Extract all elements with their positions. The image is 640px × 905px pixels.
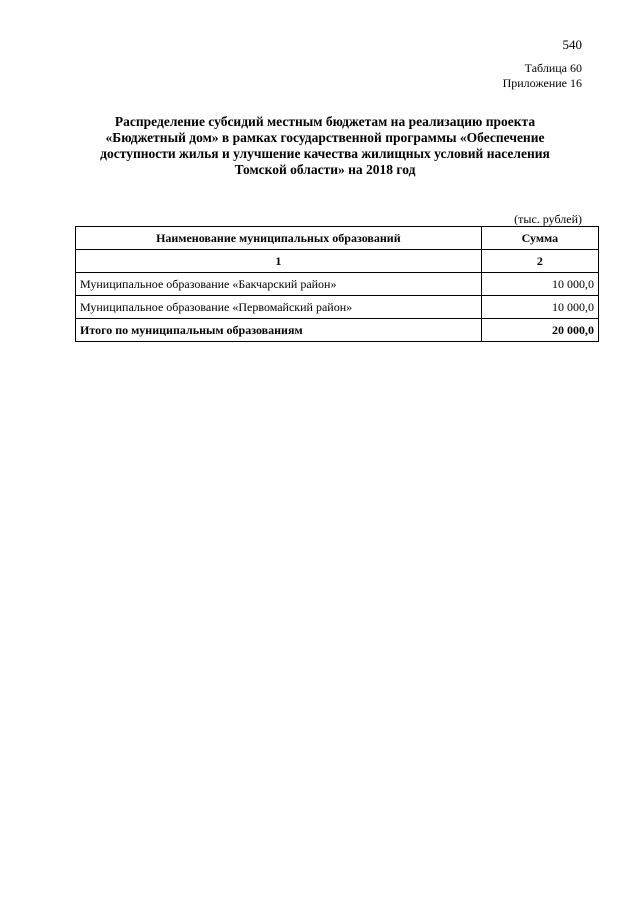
municipality-name: Муниципальное образование «Бакчарский район»: [76, 273, 482, 296]
column-number-row: [76, 250, 599, 273]
header-sum: Сумма: [481, 227, 598, 250]
title-line: доступности жилья и улучшение качества жилищных условий населения: [100, 146, 550, 161]
municipality-name: Муниципальное образование «Первомайский район»: [76, 296, 482, 319]
header-row: [76, 227, 599, 250]
total-label: Итого по муниципальным образованиям: [76, 319, 482, 342]
page-number: 540: [562, 37, 582, 52]
total-amount: 20 000,0: [481, 319, 598, 342]
table-row: [76, 296, 599, 319]
total-row: [76, 319, 599, 342]
table-label: Таблица 60: [524, 61, 582, 75]
subsidy-amount: 10 000,0: [481, 273, 598, 296]
title-line: Распределение субсидий местным бюджетам на реализацию проекта: [114, 114, 536, 129]
units-label: (тыс. рублей): [514, 212, 582, 226]
header-name: Наименование муниципальных образований: [76, 227, 482, 250]
appendix-label: Приложение 16: [502, 76, 582, 90]
document-title: [75, 114, 575, 178]
subsidy-table: [75, 226, 599, 342]
table-row: [76, 273, 599, 296]
column-number: 2: [481, 250, 598, 273]
table-reference: [503, 61, 582, 91]
title-line: Томской области» на 2018 год: [234, 162, 416, 177]
title-line: «Бюджетный дом» в рамках государственной программы «Обеспечение: [105, 130, 545, 145]
column-number: 1: [76, 250, 482, 273]
subsidy-amount: 10 000,0: [481, 296, 598, 319]
